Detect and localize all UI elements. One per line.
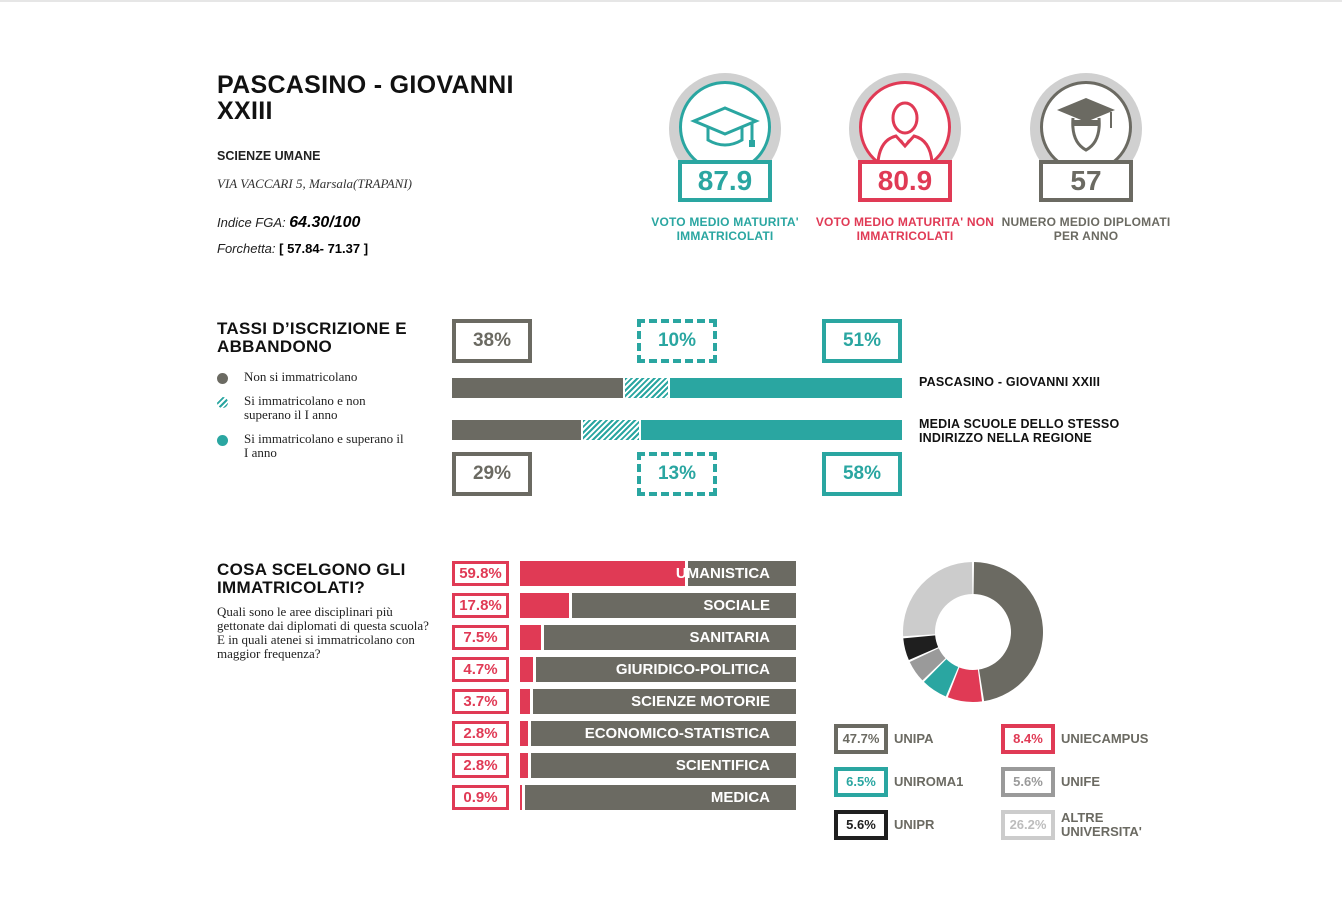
region-passed-pct: 58% [822,452,902,496]
area-row [452,625,797,650]
area-pct: 7.5% [452,625,509,650]
uni-name: UNIPA [894,731,934,746]
school-dropped-pct: 10% [637,319,717,363]
area-bar [520,721,796,746]
area-fill [520,561,688,586]
uni-name: ALTRE UNIVERSITA' [1061,810,1142,839]
stat-avg-grade-enrolled [635,73,815,253]
area-fill [520,593,572,618]
bar-passed [641,420,902,440]
bar-not-enrolled [452,378,623,398]
enrollment-title: TASSI D’ISCRIZIONE E ABBANDONO [217,319,407,356]
school-address: VIA VACCARI 5, Marsala(TRAPANI) [217,176,412,191]
donut-slice-unipa [974,562,1043,701]
donut-slice-altre [903,562,972,636]
choices-description: Quali sono le aree disciplinari più gettonate dai diplomati di questa scuola? E in quali atenei si immatricolano con maggior frequenza? [217,604,429,661]
stat-value: 80.9 [858,160,952,202]
legend-dot [217,373,228,384]
stat-value: 87.9 [678,160,772,202]
uni-pct: 26.2% [1001,810,1055,840]
fga-index-value: 64.30/100 [289,214,361,231]
area-row [452,785,797,810]
uni-pct: 47.7% [834,724,888,754]
area-bar [520,625,796,650]
school-passed-pct: 51% [822,319,902,363]
region-row-label: MEDIA SCUOLE DELLO STESSO INDIRIZZO NELLA REGIONE [919,417,1120,445]
region-stacked-bar [452,420,902,440]
legend-dot [217,435,228,446]
top-divider [0,0,1342,2]
uni-name: UNIPR [894,817,935,832]
uni-pct: 8.4% [1001,724,1055,754]
area-bar [520,593,796,618]
area-fill [520,753,531,778]
bar-not-enrolled [452,420,581,440]
area-bar [520,657,796,682]
area-row [452,593,797,618]
fga-range [217,241,368,256]
area-name: SCIENTIFICA [675,757,770,774]
area-pct: 2.8% [452,721,509,746]
area-fill [520,721,531,746]
area-name: ECONOMICO-STATISTICA [584,725,770,742]
stat-label: VOTO MEDIO MATURITA' IMMATRICOLATI [651,215,799,243]
area-row [452,753,797,778]
area-pct: 17.8% [452,593,509,618]
legend-label: Si immatricolano e non superano il I anno [244,393,366,422]
area-name: SANITARIA [689,629,770,646]
area-row [452,657,797,682]
area-name: MEDICA [710,789,770,806]
school-track: SCIENZE UMANE [217,149,321,163]
school-name: PASCASINO - GIOVANNI XXIII [217,71,514,125]
area-row [452,561,797,586]
area-pct: 3.7% [452,689,509,714]
area-pct: 2.8% [452,753,509,778]
uni-name: UNIECAMPUS [1061,731,1149,746]
school-stacked-bar [452,378,902,398]
uni-pct: 5.6% [834,810,888,840]
uni-pct: 6.5% [834,767,888,797]
area-bar [520,753,796,778]
stat-avg-grade-not-enrolled [815,73,995,253]
area-bar [520,561,796,586]
area-pct: 0.9% [452,785,509,810]
legend-label: Non si immatricolano [244,369,358,384]
bar-passed [670,378,902,398]
area-name: GIURIDICO-POLITICA [615,661,770,678]
area-name: SCIENZE MOTORIE [631,693,770,710]
area-row [452,721,797,746]
uni-pct: 5.6% [1001,767,1055,797]
region-not-enrolled-pct: 29% [452,452,532,496]
legend-dot [217,397,228,408]
area-bar [520,785,796,810]
school-row-label: PASCASINO - GIOVANNI XXIII [919,375,1101,389]
area-fill [520,785,525,810]
area-bar [520,689,796,714]
stat-label: VOTO MEDIO MATURITA' NON IMMATRICOLATI [815,215,995,243]
fga-range-label: Forchetta: [217,241,276,256]
area-row [452,689,797,714]
area-fill [520,689,533,714]
area-fill [520,625,544,650]
uni-name: UNIFE [1061,774,1100,789]
bar-dropped [583,420,640,440]
university-donut-chart [902,561,1044,703]
choices-title: COSA SCELGONO GLI IMMATRICOLATI? [217,560,406,597]
area-name: SOCIALE [703,597,770,614]
stat-avg-graduates [996,73,1176,253]
region-dropped-pct: 13% [637,452,717,496]
school-not-enrolled-pct: 38% [452,319,532,363]
legend-label: Si immatricolano e superano il I anno [244,431,404,460]
bar-dropped [625,378,668,398]
fga-index-label: Indice FGA: [217,215,286,230]
area-fill [520,657,536,682]
stat-value: 57 [1039,160,1133,202]
stat-label: NUMERO MEDIO DIPLOMATI PER ANNO [1001,215,1171,243]
fga-index [217,214,360,232]
area-name: UMANISTICA [675,565,770,582]
area-pct: 59.8% [452,561,509,586]
fga-range-value: [ 57.84- 71.37 ] [279,241,369,256]
area-pct: 4.7% [452,657,509,682]
uni-name: UNIROMA1 [894,774,964,789]
